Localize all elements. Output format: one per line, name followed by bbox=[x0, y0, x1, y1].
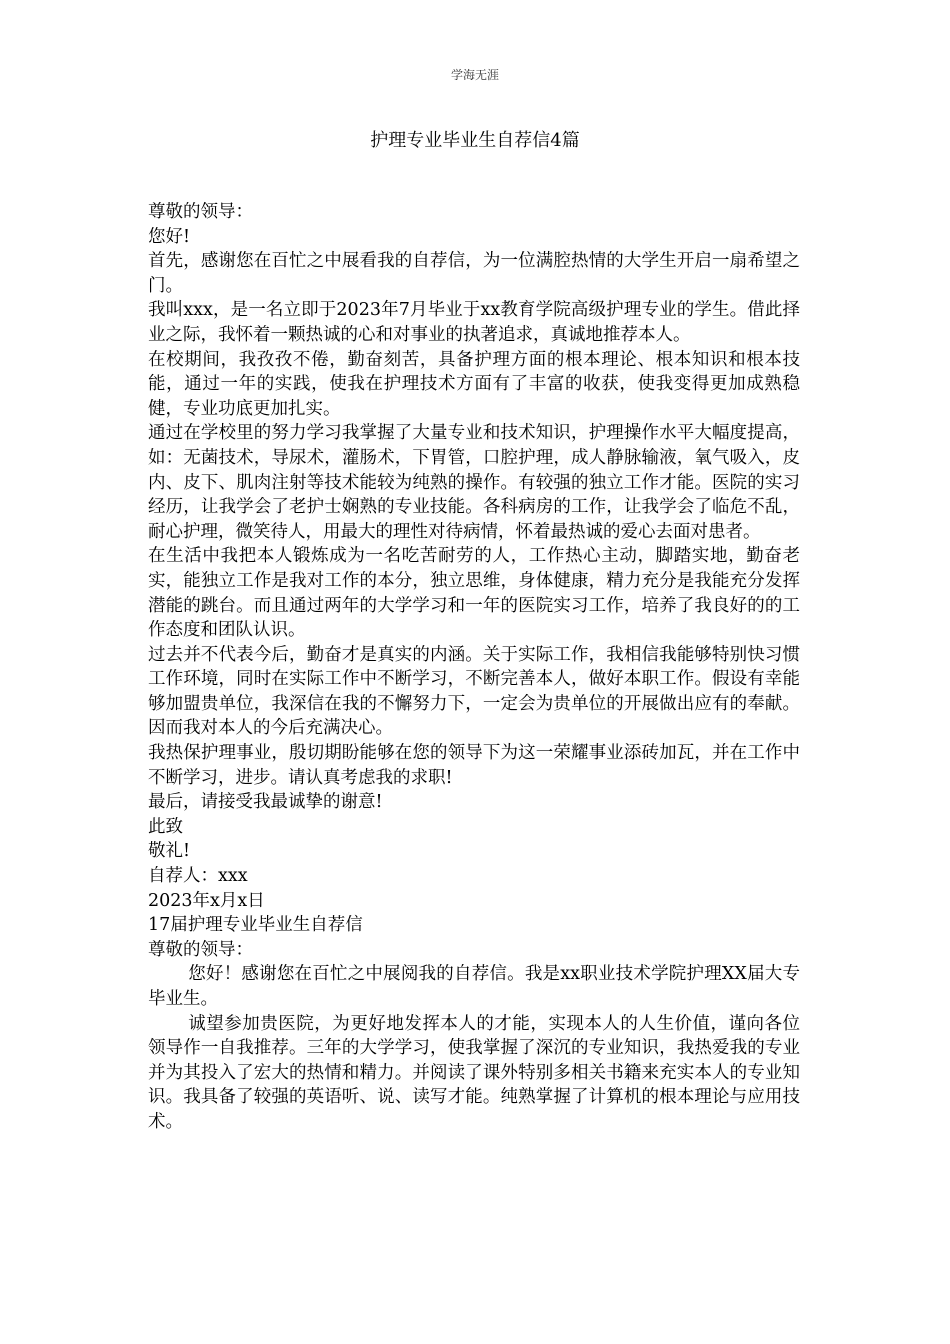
page-header: 学海无涯 bbox=[450, 68, 499, 82]
salutation: 尊敬的领导： bbox=[148, 202, 253, 222]
paragraph: 通过在学校里的努力学习我掌握了大量专业和技术知识，护理操作水平大幅度提高，如：无菌技术，导尿术，灌肠术，下胃管，口腔护理，成人静脉输液，氧气吸入，皮内、皮下、肌肉注射等技术能较为纯熟的操作。有较强的独立工作才能。医院的实习经历，让我学会了老护士娴熟的专业技能。各科病房的工作，让我学会了临危不乱，耐心护理，微笑待人，用最大的理性对待病情，怀着最热诚的爱心去面对患者。 bbox=[148, 423, 800, 542]
paragraph: 您好！感谢您在百忙之中展阅我的自荐信。我是xx职业技术学院护理XX届大专毕业生。 bbox=[148, 964, 800, 1009]
greeting: 您好! bbox=[148, 226, 191, 247]
date: 2023年x月x日 bbox=[148, 890, 265, 911]
paragraph: 首先，感谢您在百忙之中展看我的自荐信，为一位满腔热情的大学生开启一扇希望之门。 bbox=[148, 251, 800, 296]
paragraph: 我叫xxx，是一名立即于2023年7月毕业于xx教育学院高级护理专业的学生。借此择业之际，我怀着一颗热诚的心和对事业的执著追求，真诚地推荐本人。 bbox=[148, 300, 800, 345]
closing-line: 敬礼! bbox=[148, 841, 191, 862]
letter-body bbox=[148, 200, 800, 1135]
paragraph: 在生活中我把本人锻炼成为一名吃苦耐劳的人，工作热心主动，脚踏实地，勤奋老实，能独立工作是我对工作的本分，独立思维，身体健康，精力充分是我能充分发挥潜能的跳台。而且通过两年的大学学习和一年的医院实习工作，培养了我良好的的工作态度和团队认识。 bbox=[148, 546, 800, 641]
section-heading: 17届护理专业毕业生自荐信 bbox=[148, 915, 363, 936]
paragraph: 我热保护理事业，殷切期盼能够在您的领导下为这一荣耀事业添砖加瓦，并在工作中不断学习，进步。请认真考虑我的求职! bbox=[148, 743, 800, 788]
paragraph: 诚望参加贵医院，为更好地发挥本人的才能，实现本人的人生价值，谨向各位领导作一自我推荐。三年的大学学习，使我掌握了深沉的专业知识，我热爱我的专业并为其投入了宏大的热情和精力。并阅读了课外特别多相关书籍来充实本人的专业知识。我具备了较强的英语听、说、读写才能。纯熟掌握了计算机的根本理论与应用技术。 bbox=[148, 1013, 800, 1132]
signature: 自荐人：xxx bbox=[148, 866, 248, 887]
paragraph: 最后，请接受我最诚挚的谢意! bbox=[148, 792, 383, 813]
salutation: 尊敬的领导： bbox=[148, 939, 253, 960]
closing-line: 此致 bbox=[148, 816, 183, 837]
document-title: 护理专业毕业生自荐信4篇 bbox=[370, 130, 580, 151]
paragraph: 过去并不代表今后，勤奋才是真实的内涵。关于实际工作，我相信我能够特别快习惯工作环境，同时在实际工作中不断学习，不断完善本人，做好本职工作。假设有幸能够加盟贵单位，我深信在我的不懈努力下，一定会为贵单位的开展做出应有的奉献。因而我对本人的今后充满决心。 bbox=[148, 644, 800, 739]
paragraph: 在校期间，我孜孜不倦，勤奋刻苦，具备护理方面的根本理论、根本知识和根本技能，通过一年的实践，使我在护理技术方面有了丰富的收获，使我变得更加成熟稳健，专业功底更加扎实。 bbox=[148, 349, 800, 419]
